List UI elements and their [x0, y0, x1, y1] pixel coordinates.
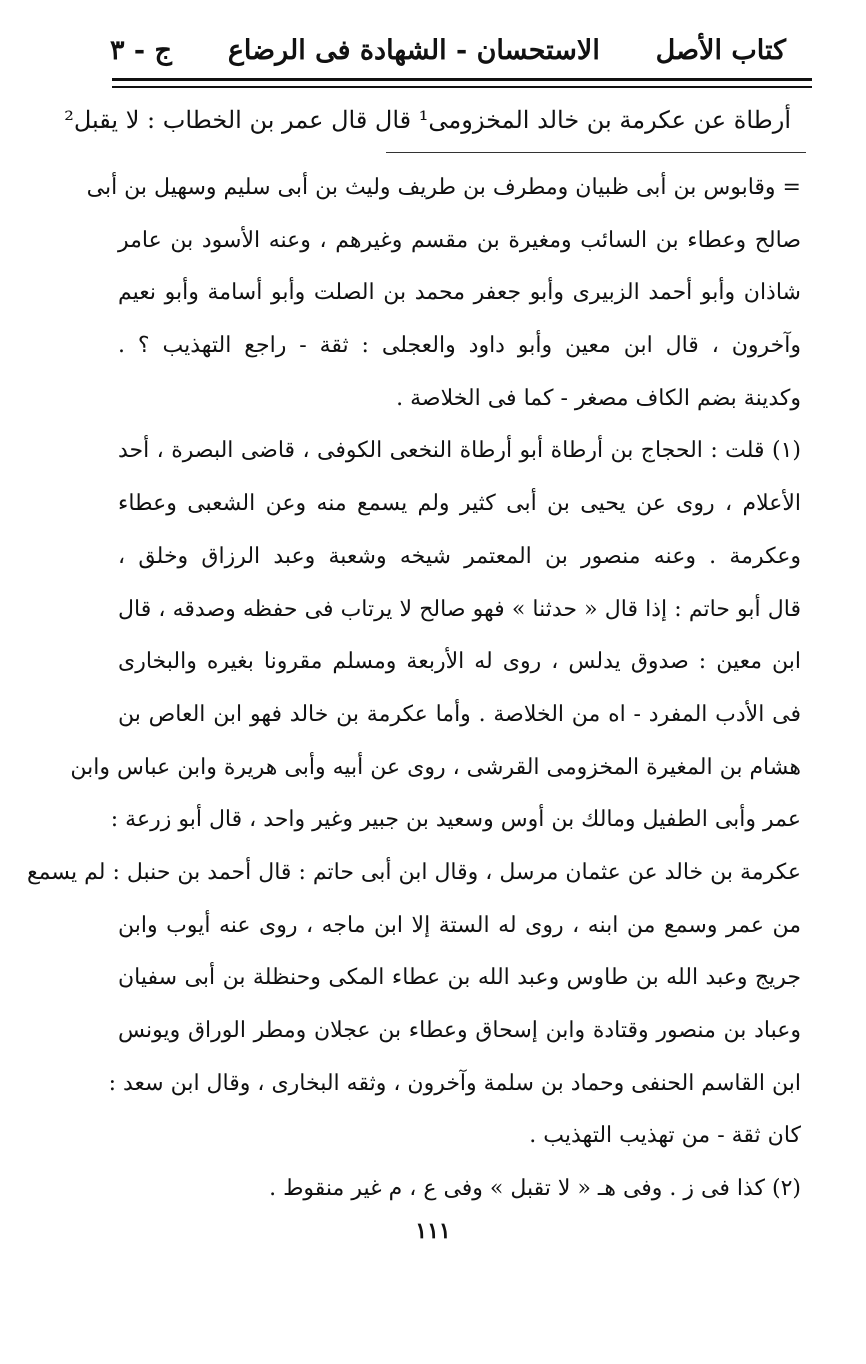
footnotes — [26, 162, 801, 1216]
header-rule-thin — [112, 86, 812, 88]
footnote-line: وآخرون ، قال ابن معين وأبو داود والعجلى : ثقة - راجع التهذيب ؟ . — [118, 333, 801, 359]
footnote-line: وكدينة بضم الكاف مصغر - كما فى الخلاصة . — [396, 385, 801, 411]
page-number: ١١١ — [415, 1218, 451, 1244]
running-header — [110, 28, 786, 72]
footnote-line: قال أبو حاتم : إذا قال « حدثنا » فهو صالح لا يرتاب فى حفظه وصدقه ، قال — [118, 596, 801, 622]
footnote-line: كان ثقة - من تهذيب التهذيب . — [529, 1123, 801, 1149]
footnote-line: (٢) كذا فى ز . وفى هـ « لا تقبل » وفى ع ، م غير منقوط . — [269, 1176, 801, 1202]
footnote-line: من عمر وسمع من ابنه ، روى له الستة إلا ابن ماجه ، روى عنه أيوب وابن — [118, 912, 801, 938]
footnote-line: = وقابوس بن أبى ظبيان ومطرف بن طريف وليث بن أبى سليم وسهيل بن أبى — [86, 175, 801, 200]
footnote-line: عمر وأبى الطفيل ومالك بن أوس وسعيد بن جبير وغير واحد ، قال أبو زرعة : — [110, 807, 801, 833]
footnote-line: هشام بن المغيرة المخزومى القرشى ، روى عن أبيه وأبى هريرة وابن عباس وابن — [70, 754, 801, 780]
footnote-separator — [386, 152, 806, 153]
footnote-line: شاذان وأبو أحمد الزبيرى وأبو جعفر محمد بن الصلت وأبو أسامة وأبو نعيم — [118, 280, 801, 306]
footnote-line: صالح وعطاء بن السائب ومغيرة بن مقسم وغيرهم ، وعنه الأسود بن عامر — [118, 227, 801, 253]
footnote-line: فى الأدب المفرد - اه من الخلاصة . وأما عكرمة بن خالد فهو ابن العاص بن — [118, 701, 801, 727]
footnote-line: وعباد بن منصور وقتادة وابن إسحاق وعطاء بن عجلان ومطر الوراق ويونس — [118, 1018, 801, 1043]
footnote-line: (١) قلت : الحجاج بن أرطاة أبو أرطاة النخعى الكوفى ، قاضى البصرة ، أحد — [118, 438, 801, 464]
volume-number: ج - ٣ — [110, 34, 172, 66]
footnote-line: عكرمة بن خالد عن عثمان مرسل ، وقال ابن أبى حاتم : قال أحمد بن حنبل : لم يسمع — [26, 859, 801, 885]
book-title: كتاب الأصل — [655, 34, 786, 66]
footnote-line: وعكرمة . وعنه منصور بن المعتمر شيخه وشعبة وعبد الرزاق وخلق ، — [118, 543, 801, 569]
footnote-line: جريج وعبد الله بن طاوس وعبد الله بن عطاء المكى وحنظلة بن أبى سفيان — [118, 965, 801, 991]
main-text: أرطاة عن عكرمة بن خالد المخزومى¹ قال قال عمر بن الخطاب : لا يقبل² — [64, 106, 791, 134]
footnote-line: الأعلام ، روى عن يحيى بن أبى كثير ولم يسمع منه وعن الشعبى وعطاء — [118, 491, 801, 517]
footnote-line: ابن القاسم الحنفى وحماد بن سلمة وآخرون ، وثقه البخارى ، وقال ابن سعد : — [108, 1070, 801, 1096]
footnote-line: ابن معين : صدوق يدلس ، روى له الأربعة ومسلم مقرونا بغيره والبخارى — [118, 649, 801, 675]
chapter-title: الاستحسان - الشهادة فى الرضاع — [227, 34, 600, 66]
header-rule-thick — [112, 78, 812, 81]
